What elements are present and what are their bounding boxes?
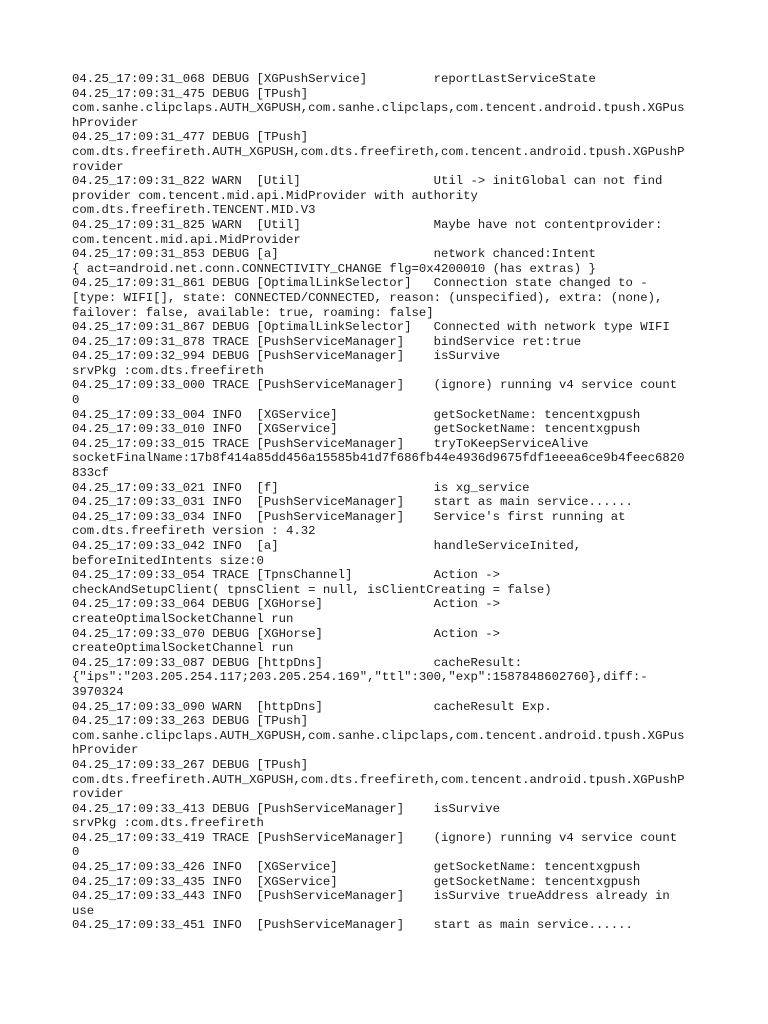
- log-line: 04.25_17:09:33_413 DEBUG [PushServiceManager] isSurvive: [72, 801, 501, 816]
- log-line: 04.25_17:09:33_443 INFO [PushServiceManager] isSurvive trueAddress already in: [72, 889, 670, 904]
- log-line: 04.25_17:09:31_477 DEBUG [TPush]: [72, 130, 309, 145]
- log-line: com.dts.freefireth.AUTH_XGPUSH,com.dts.freefireth,com.tencent.android.tpush.XGPushP: [72, 772, 685, 787]
- log-line: beforeInitedIntents size:0: [72, 553, 264, 568]
- log-line: hProvider: [72, 115, 139, 130]
- log-line: 04.25_17:09:31_825 WARN [Util] Maybe have not contentprovider:: [72, 217, 663, 232]
- log-line: com.dts.freefireth version : 4.32: [72, 524, 316, 539]
- log-line: srvPkg :com.dts.freefireth: [72, 816, 264, 831]
- log-line: 04.25_17:09:31_867 DEBUG [OptimalLinkSelector] Connected with network type WIFI: [72, 320, 670, 335]
- log-line: 04.25_17:09:31_878 TRACE [PushServiceManager] bindService ret:true: [72, 334, 582, 349]
- log-line: failover: false, available: true, roaming: false]: [72, 305, 434, 320]
- log-line: 04.25_17:09:33_015 TRACE [PushServiceManager] tryToKeepServiceAlive: [72, 436, 589, 451]
- log-line: 3970324: [72, 684, 124, 699]
- log-line: 04.25_17:09:33_267 DEBUG [TPush]: [72, 757, 309, 772]
- log-line: rovider: [72, 159, 124, 174]
- log-line: com.sanhe.clipclaps.AUTH_XGPUSH,com.sanhe.clipclaps,com.tencent.android.tpush.XGPus: [72, 728, 685, 743]
- log-line: [type: WIFI[], state: CONNECTED/CONNECTED, reason: (unspecified), extra: (none),: [72, 290, 663, 305]
- log-line: srvPkg :com.dts.freefireth: [72, 363, 264, 378]
- log-line: 04.25_17:09:33_263 DEBUG [TPush]: [72, 714, 309, 729]
- log-line: checkAndSetupClient( tpnsClient = null, isClientCreating = false): [72, 582, 552, 597]
- log-line: createOptimalSocketChannel run: [72, 611, 294, 626]
- log-line: 04.25_17:09:31_853 DEBUG [a] network chanced:Intent: [72, 247, 596, 262]
- log-line: 04.25_17:09:33_031 INFO [PushServiceManager] start as main service......: [72, 495, 633, 510]
- log-line: 04.25_17:09:33_064 DEBUG [XGHorse] Action ->: [72, 597, 501, 612]
- log-line: 04.25_17:09:31_475 DEBUG [TPush]: [72, 86, 309, 101]
- log-line: 04.25_17:09:33_004 INFO [XGService] getSocketName: tencentxgpush: [72, 407, 641, 422]
- log-text-block: [72, 72, 702, 933]
- log-line: {"ips":"203.205.254.117;203.205.254.169","ttl":300,"exp":1587848602760},diff:-: [72, 670, 648, 685]
- log-line: 04.25_17:09:33_000 TRACE [PushServiceManager] (ignore) running v4 service count: [72, 378, 678, 393]
- log-line: use: [72, 903, 95, 918]
- log-line: 04.25_17:09:33_054 TRACE [TpnsChannel] Action ->: [72, 568, 501, 583]
- log-line: 04.25_17:09:33_070 DEBUG [XGHorse] Action ->: [72, 626, 501, 641]
- log-line: 04.25_17:09:33_021 INFO [f] is xg_service: [72, 480, 530, 495]
- log-line: com.tencent.mid.api.MidProvider: [72, 232, 301, 247]
- log-line: createOptimalSocketChannel run: [72, 641, 294, 656]
- log-line: 833cf: [72, 466, 109, 481]
- log-line: com.sanhe.clipclaps.AUTH_XGPUSH,com.sanhe.clipclaps,com.tencent.android.tpush.XGPus: [72, 101, 685, 116]
- log-line: 04.25_17:09:32_994 DEBUG [PushServiceManager] isSurvive: [72, 349, 501, 364]
- log-line: com.dts.freefireth.AUTH_XGPUSH,com.dts.freefireth,com.tencent.android.tpush.XGPushP: [72, 144, 685, 159]
- log-line: 04.25_17:09:33_042 INFO [a] handleServiceInited,: [72, 539, 582, 553]
- log-line: 04.25_17:09:33_090 WARN [httpDns] cacheResult Exp.: [72, 699, 552, 714]
- log-line: hProvider: [72, 743, 139, 758]
- log-line: 0: [72, 845, 80, 860]
- log-line: 04.25_17:09:33_010 INFO [XGService] getSocketName: tencentxgpush: [72, 422, 641, 437]
- log-line: 04.25_17:09:31_822 WARN [Util] Util -> initGlobal can not find: [72, 174, 663, 189]
- log-line: { act=android.net.conn.CONNECTIVITY_CHANGE flg=0x4200010 (has extras) }: [72, 261, 596, 276]
- log-line: 04.25_17:09:33_087 DEBUG [httpDns] cacheResult:: [72, 655, 523, 670]
- log-line: 04.25_17:09:33_419 TRACE [PushServiceManager] (ignore) running v4 service count: [72, 830, 678, 845]
- log-line: 04.25_17:09:31_068 DEBUG [XGPushService] reportLastServiceState: [72, 72, 596, 86]
- log-line: rovider: [72, 787, 124, 802]
- log-line: socketFinalName:17b8f414a85dd456a15585b41d7f686fb44e4936d9675fdf1eeea6ce9b4feec6820: [72, 451, 685, 466]
- log-line: 0: [72, 393, 80, 408]
- log-line: 04.25_17:09:33_426 INFO [XGService] getSocketName: tencentxgpush: [72, 860, 641, 875]
- log-line: 04.25_17:09:33_435 INFO [XGService] getSocketName: tencentxgpush: [72, 874, 641, 889]
- log-line: 04.25_17:09:33_451 INFO [PushServiceManager] start as main service......: [72, 918, 633, 933]
- log-line: provider com.tencent.mid.api.MidProvider with authority: [72, 188, 478, 203]
- log-line: 04.25_17:09:33_034 INFO [PushServiceManager] Service's first running at: [72, 509, 626, 524]
- log-line: com.dts.freefireth.TENCENT.MID.V3: [72, 203, 316, 218]
- log-line: 04.25_17:09:31_861 DEBUG [OptimalLinkSelector] Connection state changed to -: [72, 276, 648, 291]
